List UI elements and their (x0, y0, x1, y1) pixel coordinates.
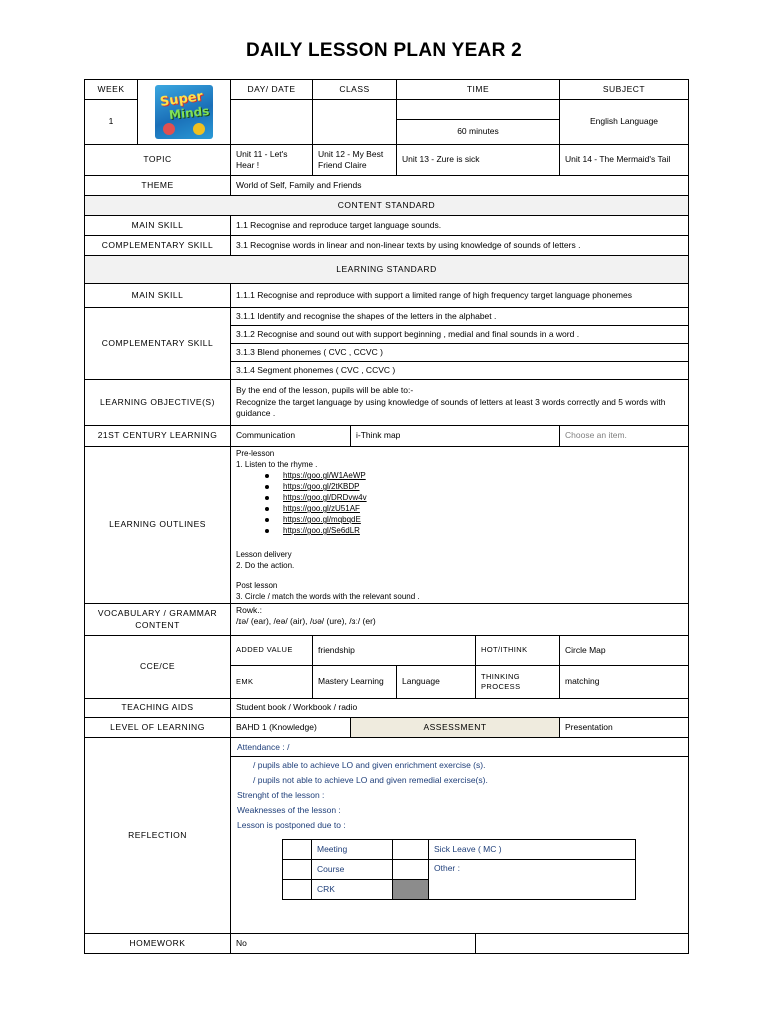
homework-value[interactable]: No (231, 934, 476, 954)
course-label: Course (312, 860, 393, 880)
topic-unit-12[interactable]: Unit 12 - My Best Friend Claire (313, 145, 397, 176)
ls-main-skill-value[interactable]: 1.1.1 Recognise and reproduce with support a limited range of high frequency target language phonemes (231, 284, 689, 308)
rhyme-link (236, 503, 683, 514)
ls-comp-item[interactable]: 3.1.4 Segment phonemes ( CVC , CCVC ) (231, 362, 689, 380)
rhyme-link-anchor[interactable]: https://goo.gl/DRDvw4v (283, 493, 367, 502)
thinking-process-label: THINKING PROCESS (476, 666, 560, 699)
learning-standard-heading: LEARNING STANDARD (85, 256, 689, 284)
week-label: WEEK (85, 80, 138, 100)
century-value-ithink[interactable]: i-Think map (351, 426, 560, 447)
topic-unit-13[interactable]: Unit 13 - Zure is sick (397, 145, 560, 176)
objectives-label: LEARNING OBJECTIVE(S) (85, 380, 231, 426)
level-value[interactable]: BAHD 1 (Knowledge) (231, 718, 351, 738)
rhyme-link-anchor[interactable]: https://goo.gl/W1AeWP (283, 471, 366, 480)
reflection-value[interactable] (231, 738, 689, 934)
vocabulary-value[interactable] (231, 604, 689, 636)
super-minds-logo: Super Minds (155, 85, 213, 139)
teaching-aids-label: TEACHING AIDS (85, 699, 231, 718)
course-checkbox[interactable] (283, 860, 312, 880)
assessment-value[interactable]: Presentation (560, 718, 689, 738)
century-value-communication[interactable]: Communication (231, 426, 351, 447)
thinking-process-value[interactable]: matching (560, 666, 689, 699)
rhyme-link (236, 470, 683, 481)
cs-comp-skill-value[interactable]: 3.1 Recognise words in linear and non-linear texts by using knowledge of sounds of letters . (231, 236, 689, 256)
rhyme-link-anchor[interactable]: https://goo.gl/2tKBDP (283, 482, 360, 491)
rhyme-link (236, 492, 683, 503)
time-value[interactable] (397, 100, 560, 120)
meeting-checkbox[interactable] (283, 840, 312, 860)
subject-value[interactable]: English Language (560, 100, 689, 145)
rhyme-link (236, 514, 683, 525)
page-title: DAILY LESSON PLAN YEAR 2 (245, 40, 523, 61)
attendance-line[interactable]: Attendance : / (231, 738, 688, 757)
lesson-plan-table (84, 79, 689, 954)
meeting-label: Meeting (312, 840, 393, 860)
hot-label: HOT/ITHINK (476, 636, 560, 666)
emk-value-language[interactable]: Language (397, 666, 476, 699)
week-value[interactable]: 1 (85, 100, 138, 145)
weakness-line[interactable]: Weaknesses of the lesson : (237, 805, 341, 815)
rhyme-link (236, 525, 683, 536)
cce-label: CCE/CE (85, 636, 231, 699)
ls-main-skill-label: MAIN SKILL (85, 284, 231, 308)
outlines-value[interactable] (231, 447, 689, 604)
objectives-value[interactable] (231, 380, 689, 426)
reflection-label: REFLECTION (85, 738, 231, 934)
crk-checkbox[interactable] (283, 880, 312, 900)
homework-label: HOMEWORK (85, 934, 231, 954)
day-date-value[interactable] (231, 100, 313, 145)
objectives-intro: By the end of the lesson, pupils will be able to:- (236, 385, 414, 396)
teaching-aids-value[interactable]: Student book / Workbook / radio (231, 699, 689, 718)
other-checkbox[interactable] (393, 860, 429, 880)
topic-label: TOPIC (85, 145, 231, 176)
cs-main-skill-value[interactable]: 1.1 Recognise and reproduce target language sounds. (231, 216, 689, 236)
vocabulary-line-1: Rowk.: (236, 605, 262, 615)
vocabulary-line-2: /ɪə/ (ear), /eə/ (air), /ʊə/ (ure), /ɜː/ (er) (236, 616, 376, 627)
duration-value[interactable]: 60 minutes (397, 120, 560, 145)
rhyme-link-anchor[interactable]: https://goo.gl/Se6dLR (283, 526, 360, 535)
post-lesson-heading: Post lesson (236, 581, 278, 590)
step-3: 3. Circle / match the words with the relevant sound . (236, 592, 420, 601)
added-value-value[interactable]: friendship (313, 636, 476, 666)
crk-shaded-cell (393, 880, 429, 900)
ls-comp-item[interactable]: 3.1.2 Recognise and sound out with support beginning , medial and final sounds in a word . (231, 326, 689, 344)
assessment-label: ASSESSMENT (351, 718, 560, 738)
day-date-label: DAY/ DATE (231, 80, 313, 100)
ls-comp-skill-label: COMPLEMENTARY SKILL (85, 308, 231, 380)
objectives-text: Recognize the target language by using knowledge of sounds of letters at least 3 words correctly and 5 words with guidance . (236, 396, 666, 419)
topic-unit-11[interactable]: Unit 11 - Let's Hear ! (231, 145, 313, 176)
other-label[interactable]: Other : (429, 860, 636, 900)
class-label: CLASS (313, 80, 397, 100)
cs-main-skill-label: MAIN SKILL (85, 216, 231, 236)
topic-unit-14[interactable]: Unit 14 - The Mermaid's Tail (560, 145, 689, 176)
vocabulary-label: VOCABULARY / GRAMMAR CONTENT (85, 604, 231, 636)
strength-line[interactable]: Strenght of the lesson : (237, 790, 325, 800)
content-standard-heading: CONTENT STANDARD (85, 196, 689, 216)
added-value-label: ADDED VALUE (231, 636, 313, 666)
rhyme-link-anchor[interactable]: https://goo.gl/mqbqdE (283, 515, 361, 524)
outlines-label: LEARNING OUTLINES (85, 447, 231, 604)
pre-lesson-heading: Pre-lesson (236, 449, 275, 458)
emk-value-mastery[interactable]: Mastery Learning (313, 666, 397, 699)
theme-label: THEME (85, 176, 231, 196)
subject-label: SUBJECT (560, 80, 689, 100)
theme-value[interactable]: World of Self, Family and Friends (231, 176, 689, 196)
crk-label: CRK (312, 880, 393, 900)
rhyme-link-anchor[interactable]: https://goo.gl/zU51AF (283, 504, 360, 513)
level-label: LEVEL OF LEARNING (85, 718, 231, 738)
postponed-reasons-table (282, 839, 636, 900)
cs-comp-skill-label: COMPLEMENTARY SKILL (85, 236, 231, 256)
homework-extra[interactable] (476, 934, 689, 954)
rhyme-link (236, 481, 683, 492)
emk-label: EMK (231, 666, 313, 699)
class-value[interactable] (313, 100, 397, 145)
time-label: TIME (397, 80, 560, 100)
century-choose-item-dropdown[interactable]: Choose an item. (560, 426, 689, 447)
lesson-delivery-heading: Lesson delivery (236, 550, 292, 559)
not-achieved-line[interactable]: / pupils not able to achieve LO and given remedial exercise(s). (253, 775, 488, 785)
achieved-line[interactable]: / pupils able to achieve LO and given enrichment exercise (s). (253, 760, 486, 770)
logo-cell (138, 80, 231, 145)
hot-value[interactable]: Circle Map (560, 636, 689, 666)
step-1: 1. Listen to the rhyme . (236, 460, 318, 469)
postponed-line[interactable]: Lesson is postponed due to : (237, 820, 346, 830)
ls-comp-item[interactable]: 3.1.1 Identify and recognise the shapes of the letters in the alphabet . (231, 308, 689, 326)
sick-leave-label: Sick Leave ( MC ) (429, 840, 636, 860)
sick-checkbox[interactable] (393, 840, 429, 860)
century-label: 21ST CENTURY LEARNING (85, 426, 231, 447)
ls-comp-item[interactable]: 3.1.3 Blend phonemes ( CVC , CCVC ) (231, 344, 689, 362)
step-2: 2. Do the action. (236, 561, 295, 570)
